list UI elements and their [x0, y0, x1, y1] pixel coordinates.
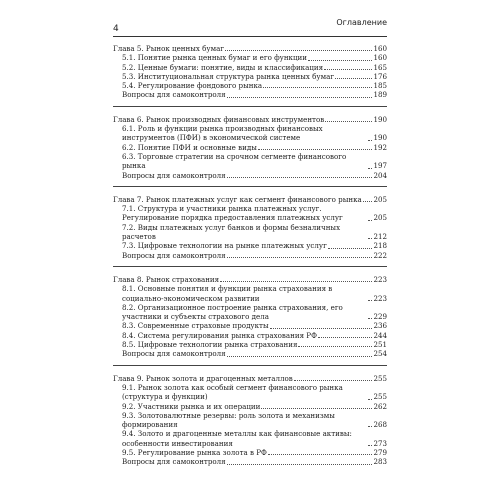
toc-entry-title: 7.3. Цифровые технологии на рынке платежных услуг	[122, 241, 327, 251]
toc-section-entry[interactable]	[113, 143, 387, 152]
toc-entry-title: Вопросы для самоконтроля	[122, 349, 226, 359]
toc-chapter	[113, 275, 387, 366]
dot-leader	[227, 464, 373, 465]
toc-entry-title: Глава 9. Рынок золота и драгоценных металлов	[113, 373, 293, 383]
toc-section-entry[interactable]	[113, 448, 387, 457]
toc-chapter-heading[interactable]	[113, 275, 387, 284]
toc-entry-title: 7.1. Структура и участники рынка платежных услуг. Регулирование порядка предоставления платежных услуг	[122, 204, 343, 223]
toc-page-number: 218	[373, 241, 387, 251]
toc-page-number: 190	[373, 114, 387, 124]
toc-entry-title: Вопросы для самоконтроля	[122, 250, 226, 260]
toc-section-entry[interactable]	[113, 241, 387, 250]
dot-leader	[270, 328, 373, 329]
dot-leader	[258, 149, 373, 150]
toc-entry-title: 8.5. Цифровые технологии рынка страхования	[122, 340, 298, 350]
toc-entry-title: Глава 6. Рынок производных финансовых инструментов	[113, 114, 325, 124]
toc-chapter-heading[interactable]	[113, 374, 387, 383]
toc-page-number: 236	[373, 321, 387, 331]
dot-leader	[324, 69, 372, 70]
toc-entry-title: 9.2. Участники рынка и их операции	[122, 401, 261, 411]
toc-page-number: 222	[373, 250, 387, 260]
toc-page-number: 197	[373, 161, 387, 171]
toc-section-entry[interactable]	[113, 383, 387, 402]
dot-leader	[368, 238, 372, 239]
toc-section-entry[interactable]	[113, 124, 387, 143]
toc-page-number: 223	[373, 293, 387, 303]
dot-leader	[368, 399, 372, 400]
toc-section-entry[interactable]	[113, 340, 387, 349]
dot-leader	[325, 121, 372, 122]
dot-leader	[318, 337, 372, 338]
dot-leader	[335, 78, 372, 79]
toc-entry-title: 9.5. Регулирование рынка золота в РФ	[122, 447, 267, 457]
toc-section-entry[interactable]	[113, 429, 387, 448]
dot-leader	[368, 140, 372, 141]
dot-leader	[294, 380, 373, 381]
toc-entry-title: Глава 8. Рынок страхования	[113, 274, 220, 284]
toc-chapter	[113, 374, 387, 473]
toc-page-number: 212	[373, 232, 387, 242]
toc-page-number: 255	[373, 392, 387, 402]
dot-leader	[227, 177, 373, 178]
toc-page-number: 279	[373, 447, 387, 457]
toc-entry-title: 6.1. Роль и функции рынка производных финансовых инструментов (ПФИ) в экономической системе	[122, 124, 323, 143]
toc-page-number: 262	[373, 401, 387, 411]
toc-section-entry[interactable]	[113, 81, 387, 90]
toc-section-entry[interactable]	[113, 72, 387, 81]
toc-section-entry[interactable]	[113, 251, 387, 260]
toc-page-number: 160	[373, 53, 387, 63]
dot-leader	[227, 257, 373, 258]
toc-entry-title: Вопросы для самоконтроля	[122, 457, 226, 467]
toc-entry-title: Вопросы для самоконтроля	[122, 90, 226, 100]
toc-entry-title: 9.4. Золото и драгоценные металлы как финансовые активы: особенности инвестирования	[122, 429, 352, 448]
toc-entry-title: 9.3. Золотовалютные резервы: роль золота и механизмы формирования	[122, 410, 335, 430]
toc-section-entry[interactable]	[113, 331, 387, 340]
toc-chapter-heading[interactable]	[113, 195, 387, 204]
toc-entry-title: 5.4. Регулирование фондового рынка	[122, 81, 263, 91]
toc-chapter-heading[interactable]	[113, 44, 387, 53]
toc-page-number: 268	[373, 420, 387, 430]
toc-section-entry[interactable]	[113, 171, 387, 180]
dot-leader	[225, 50, 372, 51]
table-of-contents	[113, 44, 387, 481]
toc-section-entry[interactable]	[113, 402, 387, 411]
toc-entry-title: Глава 7. Рынок платежных услуг как сегмент финансового рынка	[113, 194, 362, 204]
toc-page-number: 273	[373, 438, 387, 448]
dot-leader	[298, 346, 372, 347]
toc-page-number: 229	[373, 312, 387, 322]
toc-entry-title: 6.2. Понятие ПФИ и основные виды	[122, 142, 257, 152]
toc-entry-title: 8.1. Основные понятия и функции рынка страхования в социально-экономическом развитии	[122, 284, 333, 303]
toc-page-number: 283	[373, 457, 387, 467]
toc-section-entry[interactable]	[113, 411, 387, 430]
toc-page-number: 251	[373, 340, 387, 350]
toc-section-entry[interactable]	[113, 63, 387, 72]
running-title: Оглавление	[336, 18, 387, 27]
toc-section-entry[interactable]	[113, 90, 387, 99]
dot-leader	[368, 445, 372, 446]
dot-leader	[368, 318, 372, 319]
toc-entry-title: 5.2. Ценные бумаги: понятие, виды и классификация	[122, 62, 324, 72]
toc-page-number: 192	[373, 142, 387, 152]
toc-chapter	[113, 115, 387, 187]
toc-page-number: 205	[373, 194, 387, 204]
dot-leader	[308, 60, 372, 61]
dot-leader	[368, 300, 372, 301]
toc-chapter-heading[interactable]	[113, 115, 387, 124]
toc-entry-title: 8.3. Современные страховые продукты	[122, 321, 269, 331]
toc-section-entry[interactable]	[113, 303, 387, 322]
dot-leader	[261, 408, 372, 409]
toc-page-number: 254	[373, 349, 387, 359]
toc-entry-title: 8.2. Организационное построение рынка страхования, его участники и субъекты страхового дела	[122, 302, 343, 322]
dot-leader	[363, 201, 373, 202]
toc-entry-title: 5.1. Понятие рынка ценных бумаг и его функции	[122, 53, 307, 63]
toc-entry-title: 9.1. Рынок золота как особый сегмент финансового рынка (структура и функции)	[122, 382, 343, 402]
dot-leader	[268, 454, 373, 455]
toc-section-entry[interactable]	[113, 152, 387, 171]
toc-page-number: 189	[373, 90, 387, 100]
dot-leader	[368, 426, 372, 427]
toc-entry-title: 6.3. Торговые стратегии на срочном сегменте финансового рынка	[122, 151, 347, 171]
dot-leader	[220, 281, 372, 282]
toc-section-entry[interactable]	[113, 204, 387, 223]
toc-page-number: 223	[373, 274, 387, 284]
toc-entry-title: 5.3. Институциональная структура рынка ценных бумаг	[122, 71, 335, 81]
toc-entry-title: 7.2. Виды платежных услуг банков и формы безналичных расчетов	[122, 222, 341, 242]
toc-page-number: 204	[373, 170, 387, 180]
toc-page-number: 165	[373, 62, 387, 72]
toc-chapter	[113, 44, 387, 107]
toc-page-number: 160	[373, 44, 387, 53]
toc-section-entry[interactable]	[113, 321, 387, 330]
toc-section-entry[interactable]	[113, 457, 387, 466]
toc-entry-title: Вопросы для самоконтроля	[122, 170, 226, 180]
dot-leader	[368, 168, 372, 169]
page-header	[113, 16, 387, 37]
toc-section-entry[interactable]	[113, 53, 387, 62]
toc-section-entry[interactable]	[113, 223, 387, 242]
dot-leader	[328, 248, 373, 249]
toc-entry-title: 8.4. Система регулирования рынка страхования РФ	[122, 330, 317, 340]
toc-section-entry[interactable]	[113, 349, 387, 358]
toc-page-number: 255	[373, 373, 387, 383]
toc-chapter	[113, 195, 387, 267]
toc-section-entry[interactable]	[113, 284, 387, 303]
dot-leader	[368, 220, 372, 221]
dot-leader	[227, 356, 373, 357]
dot-leader	[227, 97, 373, 98]
toc-page-number: 176	[373, 71, 387, 81]
toc-page-number: 185	[373, 81, 387, 91]
dot-leader	[263, 87, 372, 88]
toc-entry-title: Глава 5. Рынок ценных бумаг	[113, 44, 225, 53]
toc-page-number: 244	[373, 330, 387, 340]
toc-page-number: 205	[373, 213, 387, 223]
toc-page-number: 190	[373, 133, 387, 143]
page-number: 4	[113, 24, 119, 34]
